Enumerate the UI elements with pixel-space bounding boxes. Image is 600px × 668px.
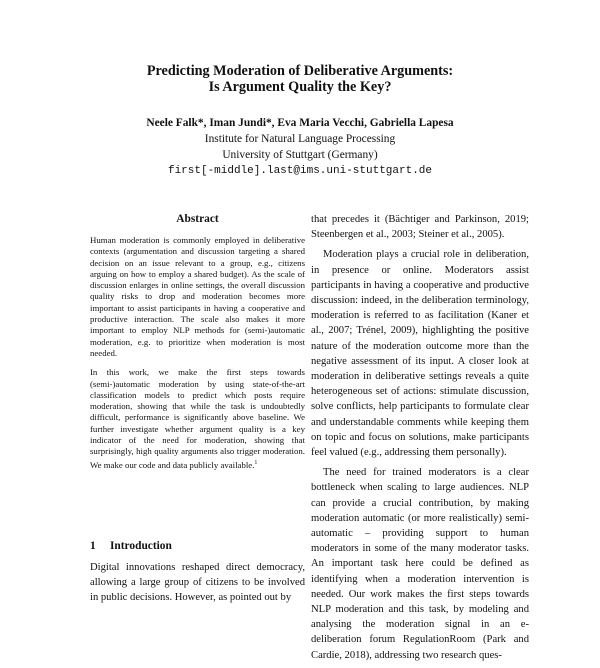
abstract-paragraph-2-text: In this work, we make the first steps towards (semi-)automatic moderation by using state-of-the-art classification models to predict which posts require moderation, showing that while the task is undoubtedly difficult, performance is significantly above baseline. We further investigate whether argument quality is a key indicator of the need for moderation, showing that surprisingly, high quality arguments also trigger moderation. We make our code and data publicly available. [90, 367, 305, 470]
affiliation-institute: Institute for Natural Language Processing [204, 133, 396, 145]
right-paragraph-2: The need for trained moderators is a clear bottleneck when scaling to large audiences. NLP can provide a crucial contribution, by making moderation automatic (or more realistically) semi-automatic – providing support to human moderators in some of the many moderator tasks. An important task here could be defined as identifying when a moderation intervention is needed. Our work makes the first steps towards NLP moderation and this task, by modeling and analysing the moderation signal in an e-deliberation forum RegulationRoom (Park and Cardie, 2018), addressing two research ques- [311, 467, 529, 661]
section-heading-introduction [90, 540, 172, 552]
abstract-body [90, 235, 305, 479]
title-line-1: Predicting Moderation of Deliberative Arguments: [146, 63, 454, 79]
section-number: 1 [90, 540, 96, 552]
abstract-paragraph-2 [90, 367, 305, 471]
author-block [0, 115, 600, 179]
introduction-paragraph-1: Digital innovations reshaped direct democracy, allowing a large group of citizens to be involved in public decisions. However, as pointed out by [90, 562, 305, 604]
right-paragraph-0: that precedes it (Bächtiger and Parkinson, 2019; Steenbergen et al., 2003; Steiner et al., 2005). [311, 214, 529, 241]
author-names: Neele Falk*, Iman Jundi*, Eva Maria Vecchi, Gabriella Lapesa [146, 117, 454, 129]
section-title: Introduction [110, 540, 172, 552]
introduction-body [90, 560, 305, 606]
footnote-marker: 1 [254, 459, 258, 466]
author-email: first[-middle].last@ims.uni-stuttgart.de [167, 165, 433, 177]
paper-title [0, 63, 600, 95]
right-paragraph-1: Moderation plays a crucial role in deliberation, in presence or online. Moderators assist participants in having a cooperative and productive discussion: indeed, in the deliberation terminology, moderation is referred to as facilitation (Kaner et al., 2007; Trénel, 2009), highlighting the positive nature of the moderation outcome more than the negative assessment of its input. A closer look at moderation in deliberative settings reveals a quite heterogeneous set of actions: stimulate discussion, solve conflicts, help participants to formulate clear and understandable comments while keeping them on topic and focus on solutions, make participants feel valued (e.g., addressing them personally). [311, 249, 529, 459]
title-line-2: Is Argument Quality the Key? [208, 79, 392, 95]
abstract-paragraph-1: Human moderation is commonly employed in deliberative contexts (argumentation and discussion targeting a shared decision on an issue relevant to a group, e.g., citizens arguing on how to employ a shared budget). As the scale of discussion enlarges in online settings, the overall discussion quality risks to drop and moderation becomes more important to assist participants in having a cooperative and productive interaction. The scale also makes it more important to employ NLP methods for (semi-)automatic moderation, e.g. to prioritize when moderation is most needed. [90, 235, 305, 358]
affiliation-university: University of Stuttgart (Germany) [222, 149, 378, 161]
abstract-heading: Abstract [176, 213, 219, 225]
